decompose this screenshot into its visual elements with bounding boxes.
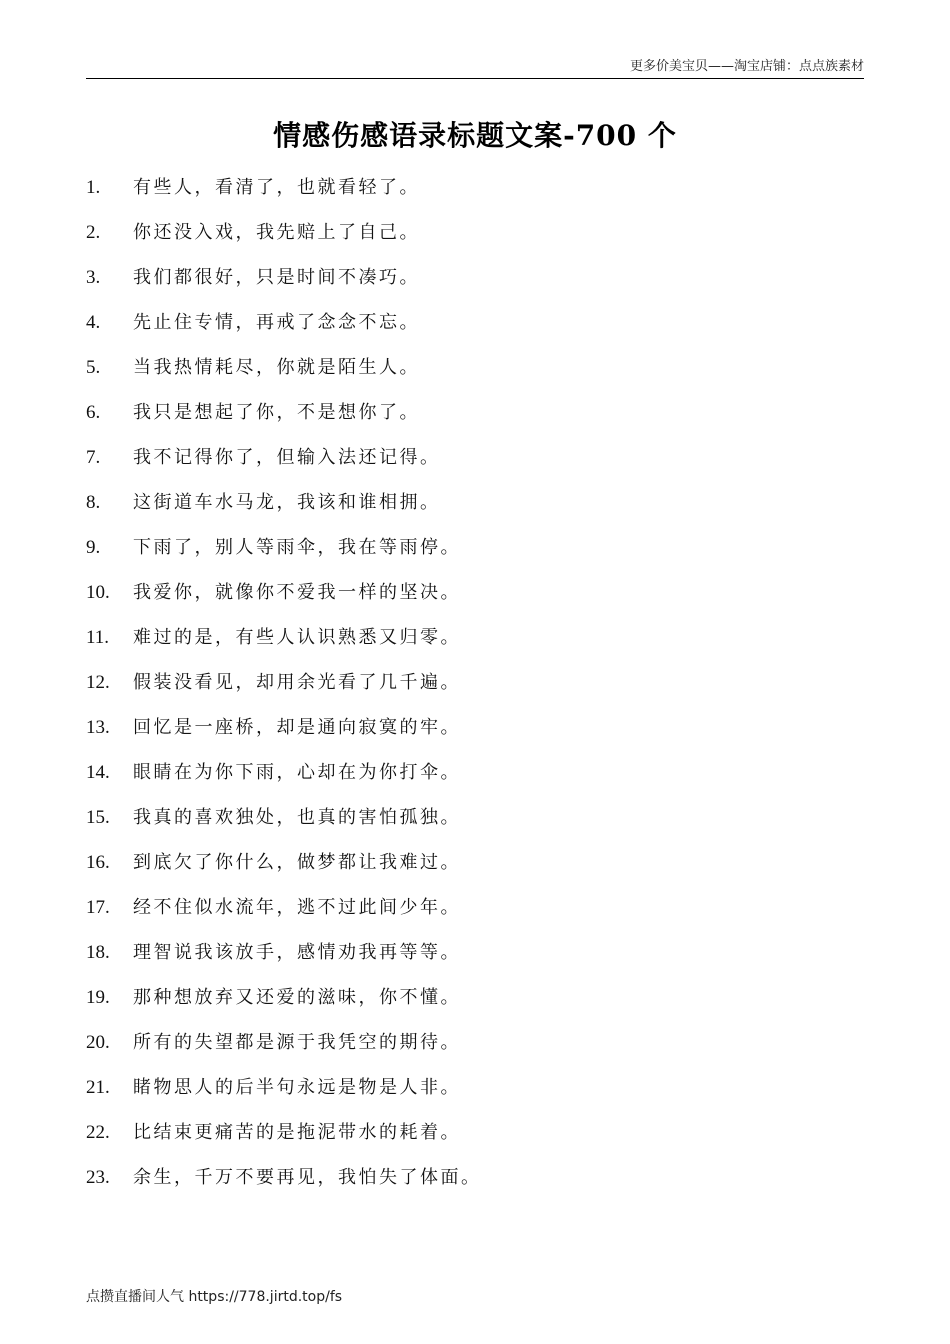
list-item — [86, 305, 846, 350]
item-text: 下雨了，别人等雨伞，我在等雨停。 — [133, 537, 461, 558]
item-text: 当我热情耗尽，你就是陌生人。 — [133, 357, 420, 378]
item-text: 我不记得你了，但输入法还记得。 — [133, 447, 441, 468]
list-item — [86, 1160, 846, 1205]
item-number: 18. — [86, 942, 110, 963]
item-text: 你还没入戏，我先赔上了自己。 — [133, 222, 420, 243]
item-number: 22. — [86, 1122, 110, 1143]
list-item — [86, 1070, 846, 1115]
item-number: 13. — [86, 717, 110, 738]
item-text: 我们都很好，只是时间不凑巧。 — [133, 267, 420, 288]
item-text: 假装没看见，却用余光看了几千遍。 — [133, 672, 461, 693]
item-number: 15. — [86, 807, 110, 828]
list-item — [86, 665, 846, 710]
item-text: 我只是想起了你，不是想你了。 — [133, 402, 420, 423]
item-number: 20. — [86, 1032, 110, 1053]
item-number: 16. — [86, 852, 110, 873]
item-text: 睹物思人的后半句永远是物是人非。 — [133, 1077, 461, 1098]
list-item — [86, 1115, 846, 1160]
list-item — [86, 845, 846, 890]
list-item — [86, 800, 846, 845]
item-text: 回忆是一座桥，却是通向寂寞的牢。 — [133, 717, 461, 738]
item-number: 8. — [86, 492, 101, 513]
item-number: 19. — [86, 987, 110, 1008]
item-text: 有些人，看清了，也就看轻了。 — [133, 177, 420, 198]
list-item — [86, 395, 846, 440]
item-text: 难过的是，有些人认识熟悉又归零。 — [133, 627, 461, 648]
footer-link-text: 点攒直播间人气 https://778.jirtd.top/fs — [86, 1289, 343, 1305]
item-number: 10. — [86, 582, 110, 603]
item-text: 眼睛在为你下雨，心却在为你打伞。 — [133, 762, 461, 783]
list-item — [86, 575, 846, 620]
item-text: 我真的喜欢独处，也真的害怕孤独。 — [133, 807, 461, 828]
item-number: 3. — [86, 267, 101, 288]
list-item — [86, 755, 846, 800]
list-item — [86, 620, 846, 665]
item-number: 1. — [86, 177, 101, 198]
list-item — [86, 530, 846, 575]
item-text: 比结束更痛苦的是拖泥带水的耗着。 — [133, 1122, 461, 1143]
list-item — [86, 350, 846, 395]
item-number: 21. — [86, 1077, 110, 1098]
item-text: 这街道车水马龙，我该和谁相拥。 — [133, 492, 441, 513]
list-item — [86, 935, 846, 980]
document-title: 情感伤感语录标题文案-700 个 — [273, 119, 677, 152]
list-item — [86, 440, 846, 485]
list-item — [86, 260, 846, 305]
item-number: 23. — [86, 1167, 110, 1188]
item-number: 17. — [86, 897, 110, 918]
item-text: 那种想放弃又还爱的滋味，你不懂。 — [133, 987, 461, 1008]
list-item — [86, 890, 846, 935]
item-text: 余生，千万不要再见，我怕失了体面。 — [133, 1167, 482, 1188]
item-text: 经不住似水流年，逃不过此间少年。 — [133, 897, 461, 918]
list-item — [86, 1025, 846, 1070]
item-number: 7. — [86, 447, 101, 468]
item-number: 12. — [86, 672, 110, 693]
item-number: 14. — [86, 762, 110, 783]
item-text: 我爱你，就像你不爱我一样的坚决。 — [133, 582, 461, 603]
item-number: 9. — [86, 537, 101, 558]
item-number: 6. — [86, 402, 101, 423]
header-shop-text: 更多价美宝贝——淘宝店铺：点点族素材 — [629, 59, 864, 74]
quote-list — [86, 170, 846, 1205]
item-number: 2. — [86, 222, 101, 243]
item-text: 到底欠了你什么，做梦都让我难过。 — [133, 852, 461, 873]
item-number: 5. — [86, 357, 101, 378]
list-item — [86, 215, 846, 260]
item-number: 4. — [86, 312, 101, 333]
item-number: 11. — [86, 627, 110, 648]
list-item — [86, 170, 846, 215]
list-item — [86, 980, 846, 1025]
item-text: 理智说我该放手，感情劝我再等等。 — [133, 942, 461, 963]
page-header — [86, 58, 864, 79]
item-text: 所有的失望都是源于我凭空的期待。 — [133, 1032, 461, 1053]
list-item — [86, 710, 846, 755]
item-text: 先止住专情，再戒了念念不忘。 — [133, 312, 420, 333]
list-item — [86, 485, 846, 530]
